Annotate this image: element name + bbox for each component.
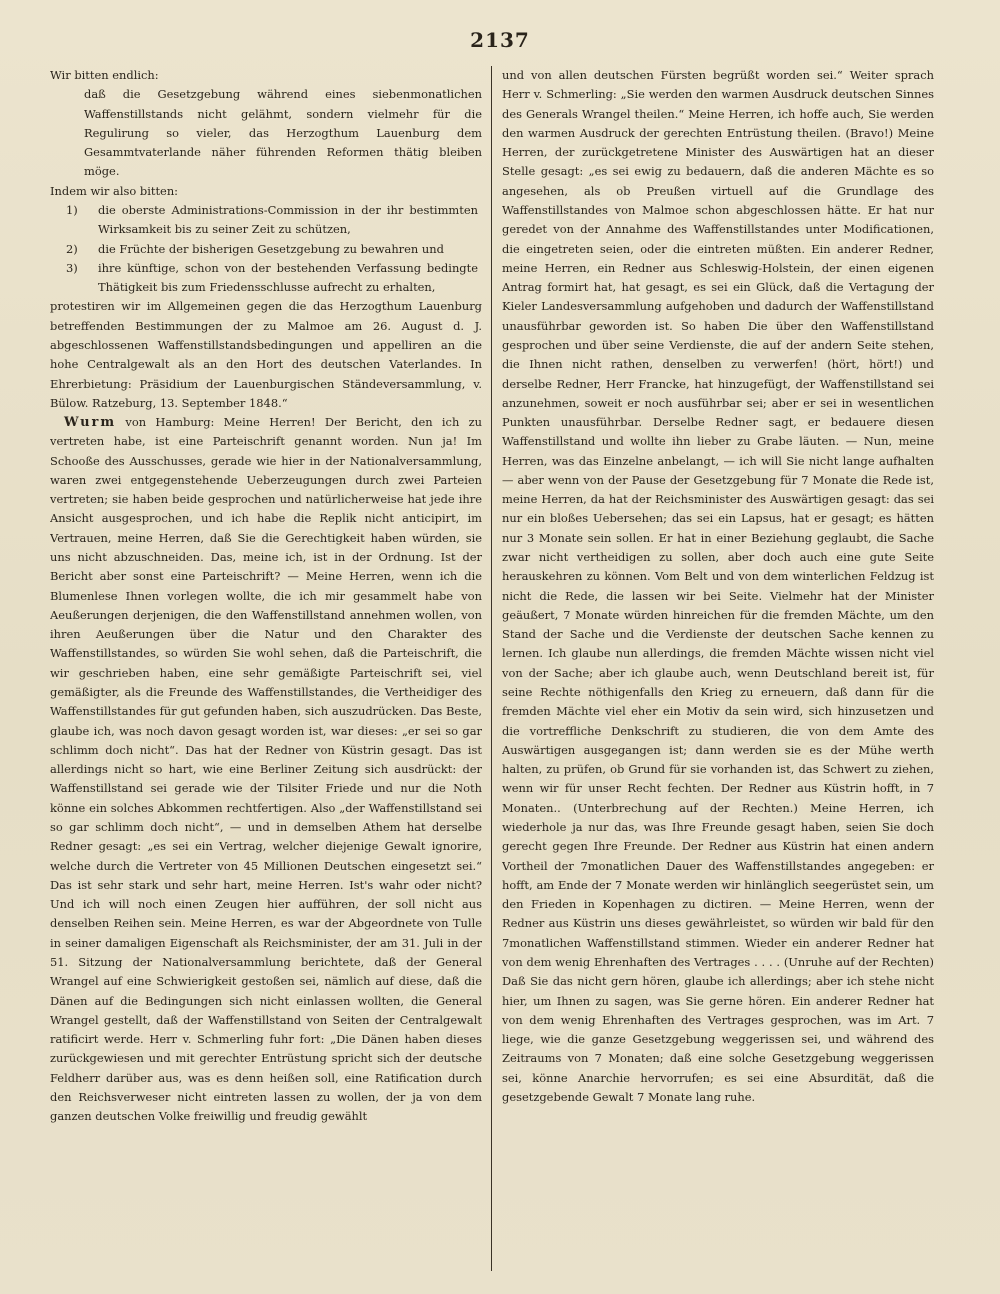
request-list: [50, 201, 482, 297]
second-intro: Indem wir also bitten:: [50, 183, 179, 198]
list-item-number: 2): [66, 241, 78, 256]
page-number: 2137: [470, 28, 530, 52]
speaker-name: Wurm: [64, 415, 117, 431]
plea-block: daß die Gesetzgebung während eines siebenmonatlichen Waffenstillstands nicht gelähmt, sondern vielmehr für die Regulirung so vieler, das Herzogthum Lauenburg dem Gesammtvaterlande näher führenden Reformen thätig bleiben möge.: [84, 87, 482, 179]
list-item-number: 1): [66, 202, 78, 217]
list-item: [50, 201, 482, 240]
text-columns: [50, 66, 950, 1271]
column-divider: [491, 66, 492, 1271]
list-item-text: die oberste Administrations-Commission in der ihr bestimmten Wirksamkeit bis zu seiner Zeit zu schützen,: [98, 202, 478, 237]
continuation-paragraph: und von allen deutschen Fürsten begrüßt worden sei.“ Weiter sprach Herr v. Schmerling: „Sie werden den warmen Ausdruck deutschen Sinnes des Generals Wrangel theilen.“ Meine Herren, ich hoffe auch, Sie werden den warmen Ausdruck der gerechten Entrüstung theilen. (Bravo!) Meine Herren, der zurückgetretene Minister des Auswärtigen hat an dieser Stelle gesagt: „es sei ewig zu bedauern, daß die anderen Mächte es so angesehen, als ob Preußen virtuell auf die Grundlage des Waffenstillstandes von Malmoe schon abgeschlossen hätte. Er hat nur geredet von der Annahme des Waffenstillstandes unter Modificationen, die eingetreten seien, oder die eintreten müßten. Ein anderer Redner, meine Herren, ein Redner aus Schleswig-Holstein, der einen eigenen Antrag formirt hat, hat gesagt, es sei ein Glück, daß die Vertagung der Kieler Landesversammlung aufgehoben und dadurch der Waffenstillstand unausführbar geworden ist. So haben Die über den Waffenstillstand gesprochen und über seine Verdienste, die auf der andern Seite stehen, die Ihnen nicht rathen, denselben zu verwerfen! (hört, hört!) und derselbe Redner, Herr Francke, hat hinzugefügt, der Waffenstillstand sei anzunehmen, soweit er noch ausführbar sei; aber er sei in wesentlichen Punkten unausführbar. Derselbe Redner sagt, er bedauere diesen Waffenstillstand und wollte ihn lieber zu Grabe läuten. — Nun, meine Herren, was das Einzelne anbelangt, — ich will Sie nicht lange aufhalten — aber wenn von der Pause der Gesetzgebung für 7 Monate die Rede ist, meine Herren, da hat der Reichsminister des Auswärtigen gesagt: das sei nur ein bloßes Uebersehen; das sei ein Lapsus, hat er gesagt; es hätten nur 3 Monate sein sollen. Er hat in einer Beziehung geglaubt, die Sache zwar nicht vertheidigen zu sollen, aber doch auch eine gute Seite herauskehren zu können. Vom Belt und von dem winterlichen Feldzug ist nicht die Rede, die lassen wir bei Seite. Vielmehr hat der Minister geäußert, 7 Monate würden hinreichen für die fremden Mächte, um den Stand der Sache und die Verdienste der deutschen Sache kennen zu lernen. Ich glaube nun allerdings, die fremden Mächte wissen nicht viel von der Sache; aber ich glaube auch, wenn Deutschland bereit ist, für seine Rechte nöthigenfalls den Krieg zu erneuern, daß dann für die fremden Mächte viel eher ein Motiv da sein wird, sich hinzusetzen und die vortreffliche Denkschrift zu studieren, die von dem Amte des Auswärtigen ausgegangen ist; dann werden sie es der Mühe werth halten, zu prüfen, ob Grund für sie vorhanden ist, das Schwert zu ziehen, wenn wir für unser Recht fechten. Der Redner aus Küstrin hofft, in 7 Monaten.. (Unterbrechung auf der Rechten.) Meine Herren, ich wiederhole ja nur das, was Ihre Freunde gesagt haben, seien Sie doch gerecht gegen Ihre Freunde. Der Redner aus Küstrin hat einen andern Vortheil der 7monatlichen Dauer des Waffenstillstandes angegeben: er hofft, am Ende der 7 Monate werden wir hinlänglich seegerüstet sein, um den Frieden in Kopenhagen zu dictiren. — Meine Herren, wenn der Redner aus Küstrin uns dieses gewährleistet, so würden wir bald für den 7monatlichen Waffenstillstand stimmen. Wieder ein anderer Redner hat von dem wenig Ehrenhaften des Vertrages . . . . (Unruhe auf der Rechten) Daß Sie das nicht gern hören, glaube ich allerdings; aber ich stehe nicht hier, um Ihnen zu sagen, was Sie gerne hören. Ein anderer Redner hat von dem wenig Ehrenhaften des Vertrages gesprochen, was im Art. 7 liege, wie die ganze Gesetzgebung weggerissen sei, und während des Zeitraums von 7 Monaten; daß eine solche Gesetzgebung weggerissen sei, könne Anarchie hervorrufen; es sei eine Absurdität, daß die gesetzgebende Gewalt 7 Monate lang ruhe.: [502, 68, 934, 1104]
list-item-text: ihre künftige, schon von der bestehenden Verfassung bedingte Thätigkeit bis zum Friedensschlusse aufrecht zu erhalten,: [98, 260, 478, 295]
list-item-text: die Früchte der bisherigen Gesetzgebung zu bewahren und: [98, 241, 444, 256]
left-column: [50, 66, 482, 1271]
list-item-number: 3): [66, 260, 78, 275]
speech-paragraph: [50, 413, 482, 1126]
right-column: [502, 66, 934, 1271]
list-item: [50, 259, 482, 298]
protest-paragraph: protestiren wir im Allgemeinen gegen die das Herzogthum Lauenburg betreffenden Bestimmungen der zu Malmoe am 26. August d. J. abgeschlossenen Waffenstillstandsbedingungen und appelliren an die hohe Centralgewalt als an den Hort des deutschen Vaterlandes. In Ehrerbietung: Präsidium der Lauenburgischen Ständeversammlung, v. Bülow. Ratzeburg, 13. September 1848.“: [50, 299, 482, 410]
intro-line: Wir bitten endlich:: [50, 68, 159, 82]
list-item: [50, 240, 482, 259]
speech-text: von Hamburg: Meine Herren! Der Bericht, den ich zu vertreten habe, ist eine Parteischrift genannt worden. Nun ja! Im Schooße des Ausschusses, gerade wie hier in der Nationalversammlung, waren zwei entgegenstehende Ueberzeugungen durch zwei Parteien vertreten; sie haben beide gesprochen und natürlicherweise hat jede ihre Ansicht ausgesprochen, und ich habe die Replik nicht anticipirt, im Vertrauen, meine Herren, daß Sie die Gerechtigkeit haben würden, sie uns nicht abzuschneiden. Das, meine ich, ist in der Ordnung. Ist der Bericht aber sonst eine Parteischrift? — Meine Herren, wenn ich die Blumenlese Ihnen vorlegen wollte, die ich mir gesammelt habe von Aeußerungen derjenigen, die den Waffenstillstand annehmen wollen, von ihren Aeußerungen über die Natur und den Charakter des Waffenstillstandes, so würden Sie wohl sehen, daß die Parteischrift, die wir geschrieben haben, eine sehr gemäßigte Parteischrift sei, viel gemäßigter, als die Freunde des Waffenstillstandes, die Vertheidiger des Waffenstillstandes für gut gefunden haben, sich auszudrücken. Das Beste, glaube ich, was noch davon gesagt worden ist, war dieses: „er sei so gar schlimm doch nicht“. Das hat der Redner von Küstrin gesagt. Das ist allerdings nicht so hart, wie eine Berliner Zeitung sich ausdrückt: der Waffenstillstand sei gerade wie der Tilsiter Friede und nur die Noth könne ein solches Abkommen rechtfertigen. Also „der Waffenstillstand sei so gar schlimm doch nicht“, — und in demselben Athem hat derselbe Redner gesagt: „es sei ein Vertrag, welcher diejenige Gewalt ignorire, welche durch die Vertreter von 45 Millionen Deutschen eingesetzt sei.“ Das ist sehr stark und sehr hart, meine Herren. Ist's wahr oder nicht? Und ich will noch einen Zeugen hier aufführen, der soll nicht aus denselben Reihen sein. Meine Herren, es war der Abgeordnete von Tulle in seiner damaligen Eigenschaft als Reichsminister, der am 31. Juli in der 51. Sitzung der Nationalversammlung berichtete, daß der General Wrangel auf eine Schwierigkeit gestoßen sei, nämlich auf diese, daß die Dänen auf die Bedingungen sich nicht einlassen wollten, die General Wrangel gestellt, daß der Waffenstillstand von Seiten der Centralgewalt ratificirt werde. Herr v. Schmerling fuhr fort: „Die Dänen haben dieses zurückgewiesen und mit gerechter Entrüstung spricht sich der deutsche Feldherr darüber aus, was es denn heißen soll, eine Ratification durch den Reichsverweser nicht eintreten lassen zu wollen, der ja von dem ganzen deutschen Volke freiwillig und freudig gewählt: [50, 415, 482, 1124]
